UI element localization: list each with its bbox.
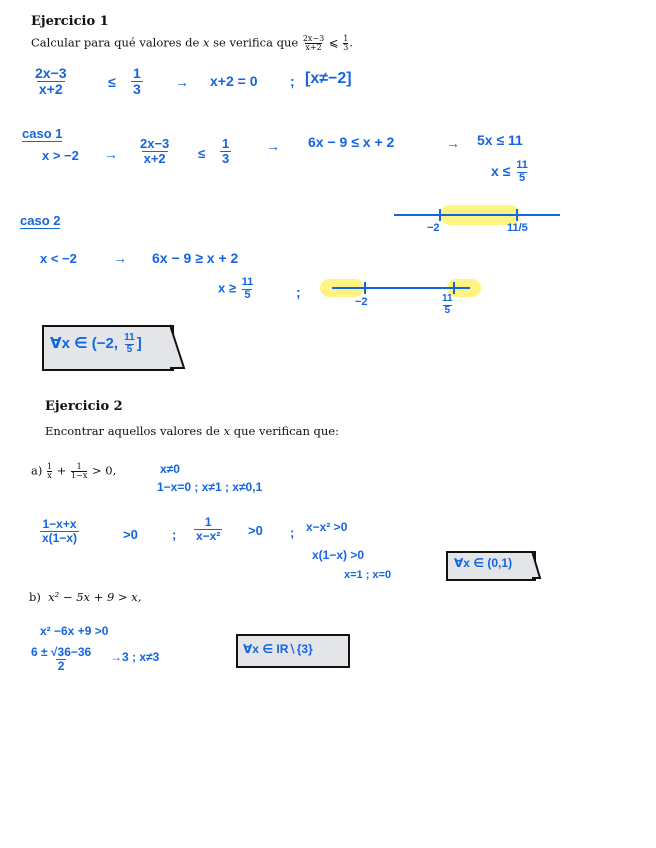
ex2b-line2-fraction: $\frac{6 \pm √36-36}{2}$	[31, 645, 92, 673]
case2-result: x ≥ $\frac{11}{5}$	[218, 276, 254, 301]
case1-arrow2: →	[266, 138, 280, 154]
exercise1-heading: Ejercicio 1	[31, 14, 109, 29]
exercise2-part-b: b) x² − 5x + 9 > x,	[29, 590, 142, 604]
ex2a-step3: x=1 ; x=0	[344, 569, 392, 581]
ex2a-answer: ∀x ∈ (0,1)	[454, 556, 513, 570]
prompt-fraction-2: $\frac{1}{3}$	[343, 34, 349, 52]
case1-cond: x > −2	[42, 148, 79, 163]
ex2a-sep1: ;	[172, 527, 177, 542]
ex2a-cond2: 1−x=0 ; x≠1 ; x≠0,1	[157, 480, 263, 494]
exercise2-heading: Ejercicio 2	[45, 399, 123, 414]
exercise2-part-a: a) $\frac{1}{x}$ + $\frac{1}{1-x}$ > 0,	[31, 462, 117, 480]
hw-line1-eq: x+2 = 0	[210, 73, 258, 89]
hw-line1-rhs: $\frac{1}{3}$	[133, 65, 141, 97]
case1-fraction: $\frac{2x-3}{x+2}$	[140, 136, 170, 166]
case2-arrow: →	[113, 250, 127, 266]
hw-line1-cond: [x≠−2]	[305, 70, 352, 87]
case1-rel: ≤	[198, 146, 206, 161]
case1-arrow3: →	[446, 135, 460, 151]
ex2a-cond1: x≠0	[160, 462, 180, 476]
answer-box-1-tail	[170, 325, 184, 368]
number-line-2-left-label: −2	[355, 296, 368, 308]
number-line-2-right-label: $\frac{11}{5}$	[442, 293, 453, 316]
prompt-mid: se verifica que	[213, 35, 299, 50]
ex2a-step1: x−x² >0	[306, 520, 348, 534]
exercise1-answer: ∀x ∈ (−2, $\frac{11}{5}$ ]	[50, 332, 142, 355]
hw-line1-semicolon: ;	[290, 73, 295, 89]
hw-line1-fraction: $\frac{2x-3}{x+2}$	[35, 65, 67, 97]
exercise1-prompt: Calcular para qué valores de x se verifica que $\frac{2x-3}{x+2}$ ⩽ $\frac{1}{3}$ .	[31, 34, 353, 52]
ex2a-fraction2: $\frac{1}{\text{x−x²}}$	[196, 515, 221, 543]
case2-semicolon: ;	[296, 284, 301, 300]
prompt-fraction-1: $\frac{2x-3}{x+2}$	[302, 34, 325, 52]
prompt-var: x	[202, 35, 210, 50]
case1-arrow: →	[104, 146, 118, 162]
case1-result1: 5x ≤ 11	[477, 132, 523, 148]
ex2a-step2: x(1−x) >0	[312, 548, 365, 562]
prompt-prefix: Calcular para qué valores de	[31, 35, 200, 50]
hw-line1-arrow: →	[175, 74, 189, 90]
case2-expr: 6x − 9 ≥ x + 2	[152, 250, 239, 266]
case1-label: caso 1	[22, 126, 63, 141]
case1-rhs: $\frac{1}{3}$	[222, 136, 230, 166]
ex2a-fraction-rel: >0	[123, 527, 138, 542]
ex2b-line2-rest: →3 ; x≠3	[110, 650, 160, 664]
case2-label: caso 2	[20, 213, 61, 228]
case2-cond: x < −2	[40, 251, 77, 266]
case1-expr: 6x − 9 ≤ x + 2	[308, 134, 395, 150]
number-line-1-left-label: −2	[427, 222, 440, 234]
ex2b-answer: ∀x ∈ IR∖{3}	[243, 642, 313, 656]
hw-line1-rel: ≤	[108, 74, 116, 90]
exercise2-prompt: Encontrar aquellos valores de x que verifican que:	[45, 424, 339, 438]
ex2b-line1: x² −6x +9 >0	[40, 624, 109, 638]
number-line-1-right-label: 11/5	[507, 222, 528, 234]
ex2a-sep2: ;	[290, 525, 295, 540]
ex2a-fraction2-rel: >0	[248, 523, 263, 538]
case1-result2: x ≤ $\frac{11}{5}$	[491, 159, 528, 184]
ex2a-fraction: $\frac{1-x+x}{x(1-x)}$	[42, 517, 78, 545]
answer-box-2-tail	[532, 551, 540, 578]
prompt-relation: ⩽	[328, 35, 339, 50]
